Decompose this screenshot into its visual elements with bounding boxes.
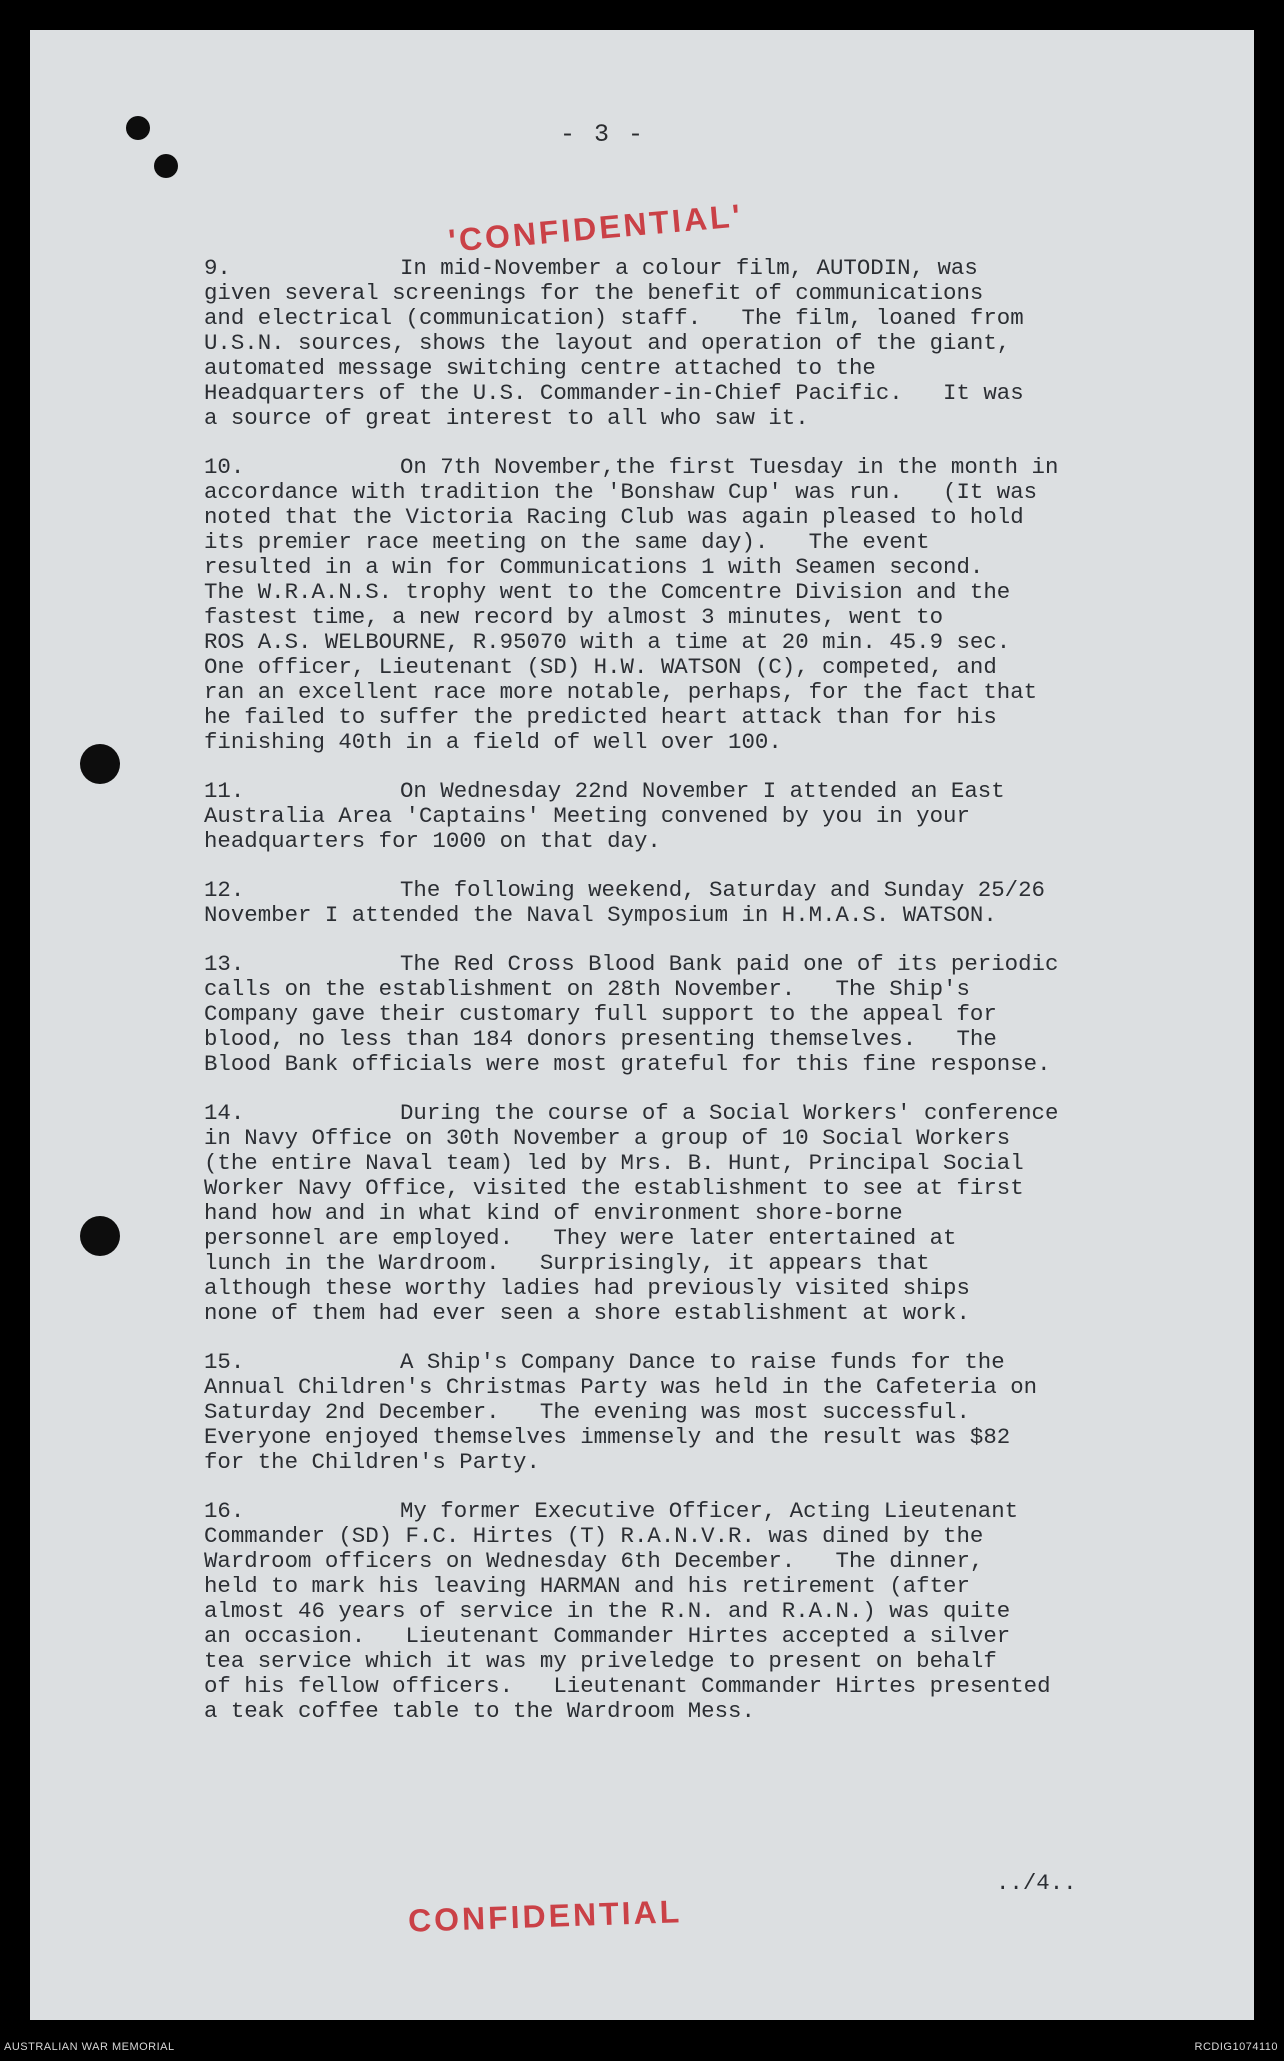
paragraph-14	[204, 1101, 1214, 1326]
punch-hole-lower	[80, 1216, 120, 1256]
paragraph-number: 9.	[204, 255, 231, 281]
archive-credit: AUSTRALIAN WAR MEMORIAL	[4, 2041, 175, 2053]
document-body	[204, 256, 1214, 1748]
paragraph-text: During the course of a Social Workers' conference in Navy Office on 30th November a group of 10 Social Workers (the entire Naval team) led by Mrs. B. Hunt, Principal Social Worker Navy Office, visited the establishment to see at first hand how and in what kind of environment shore-borne personnel are employed. They were later entertained at lunch in the Wardroom. Surprisingly, it appears that although these worthy ladies had previously visited ships none of them had ever seen a shore establishment at work.	[204, 1100, 1059, 1326]
paragraph-text: On 7th November,the first Tuesday in the month in accordance with tradition the 'Bonshaw Cup' was run. (It was noted that the Victoria Racing Club was again pleased to hold its premier race meeting on the same day). The event resulted in a win for Communications 1 with Seamen second. The W.R.A.N.S. trophy went to the Comcentre Division and the fastest time, a new record by almost 3 minutes, went to ROS A.S. WELBOURNE, R.95070 with a time at 20 min. 45.9 sec. One officer, Lieutenant (SD) H.W. WATSON (C), competed, and ran an excellent race more notable, perhaps, for the fact that he failed to suffer the predicted heart attack than for his finishing 40th in a field of well over 100.	[204, 454, 1059, 755]
punch-hole-top-2	[154, 154, 178, 178]
paragraph-number: 14.	[204, 1100, 245, 1126]
paragraph-13	[204, 952, 1214, 1077]
paragraph-text: The Red Cross Blood Bank paid one of its periodic calls on the establishment on 28th November. The Ship's Company gave their customary full support to the appeal for blood, no less than 184 donors presenting themselves. The Blood Bank officials were most grateful for this fine response.	[204, 951, 1059, 1077]
paragraph-number: 15.	[204, 1349, 245, 1375]
paragraph-12	[204, 878, 1214, 928]
confidential-stamp-bottom: CONFIDENTIAL	[407, 1893, 683, 1939]
paragraph-text: My former Executive Officer, Acting Lieutenant Commander (SD) F.C. Hirtes (T) R.A.N.V.R. was dined by the Wardroom officers on Wednesday 6th December. The dinner, held to mark his leaving HARMAN and his retirement (after almost 46 years of service in the R.N. and R.A.N.) was quite an occasion. Lieutenant Commander Hirtes accepted a silver tea service which it was my priveledge to present on behalf of his fellow officers. Lieutenant Commander Hirtes presented a teak coffee table to the Wardroom Mess.	[204, 1498, 1051, 1724]
paragraph-9	[204, 256, 1214, 431]
paragraph-16	[204, 1499, 1214, 1724]
paragraph-text: A Ship's Company Dance to raise funds for the Annual Children's Christmas Party was held in the Cafeteria on Saturday 2nd December. The evening was most successful. Everyone enjoyed themselves immensely and the result was $82 for the Children's Party.	[204, 1349, 1038, 1475]
punch-hole-top-1	[126, 116, 150, 140]
punch-hole-middle	[80, 744, 120, 784]
paragraph-15	[204, 1350, 1214, 1475]
paragraph-text: In mid-November a colour film, AUTODIN, was given several screenings for the benefit of communications and electrical (communication) staff. The film, loaned from U.S.N. sources, shows the layout and operation of the giant, automated message switching centre attached to the Headquarters of the U.S. Commander-in-Chief Pacific. It was a source of great interest to all who saw it.	[204, 255, 1024, 431]
confidential-stamp-top: 'CONFIDENTIAL'	[446, 197, 745, 259]
paragraph-number: 12.	[204, 877, 245, 903]
page-number: - 3 -	[560, 120, 646, 149]
paragraph-text: The following weekend, Saturday and Sunday 25/26 November I attended the Naval Symposium in H.M.A.S. WATSON.	[204, 877, 1045, 928]
continued-marker: ../4..	[996, 1870, 1077, 1896]
paragraph-number: 13.	[204, 951, 245, 977]
paragraph-10	[204, 455, 1214, 755]
document-page	[30, 30, 1254, 2020]
paragraph-number: 11.	[204, 778, 245, 804]
archive-reference: RCDIG1074110	[1194, 2041, 1278, 2053]
paragraph-11	[204, 779, 1214, 854]
paragraph-number: 16.	[204, 1498, 245, 1524]
paragraph-number: 10.	[204, 454, 245, 480]
paragraph-text: On Wednesday 22nd November I attended an East Australia Area 'Captains' Meeting convened by you in your headquarters for 1000 on that day.	[204, 778, 1005, 854]
